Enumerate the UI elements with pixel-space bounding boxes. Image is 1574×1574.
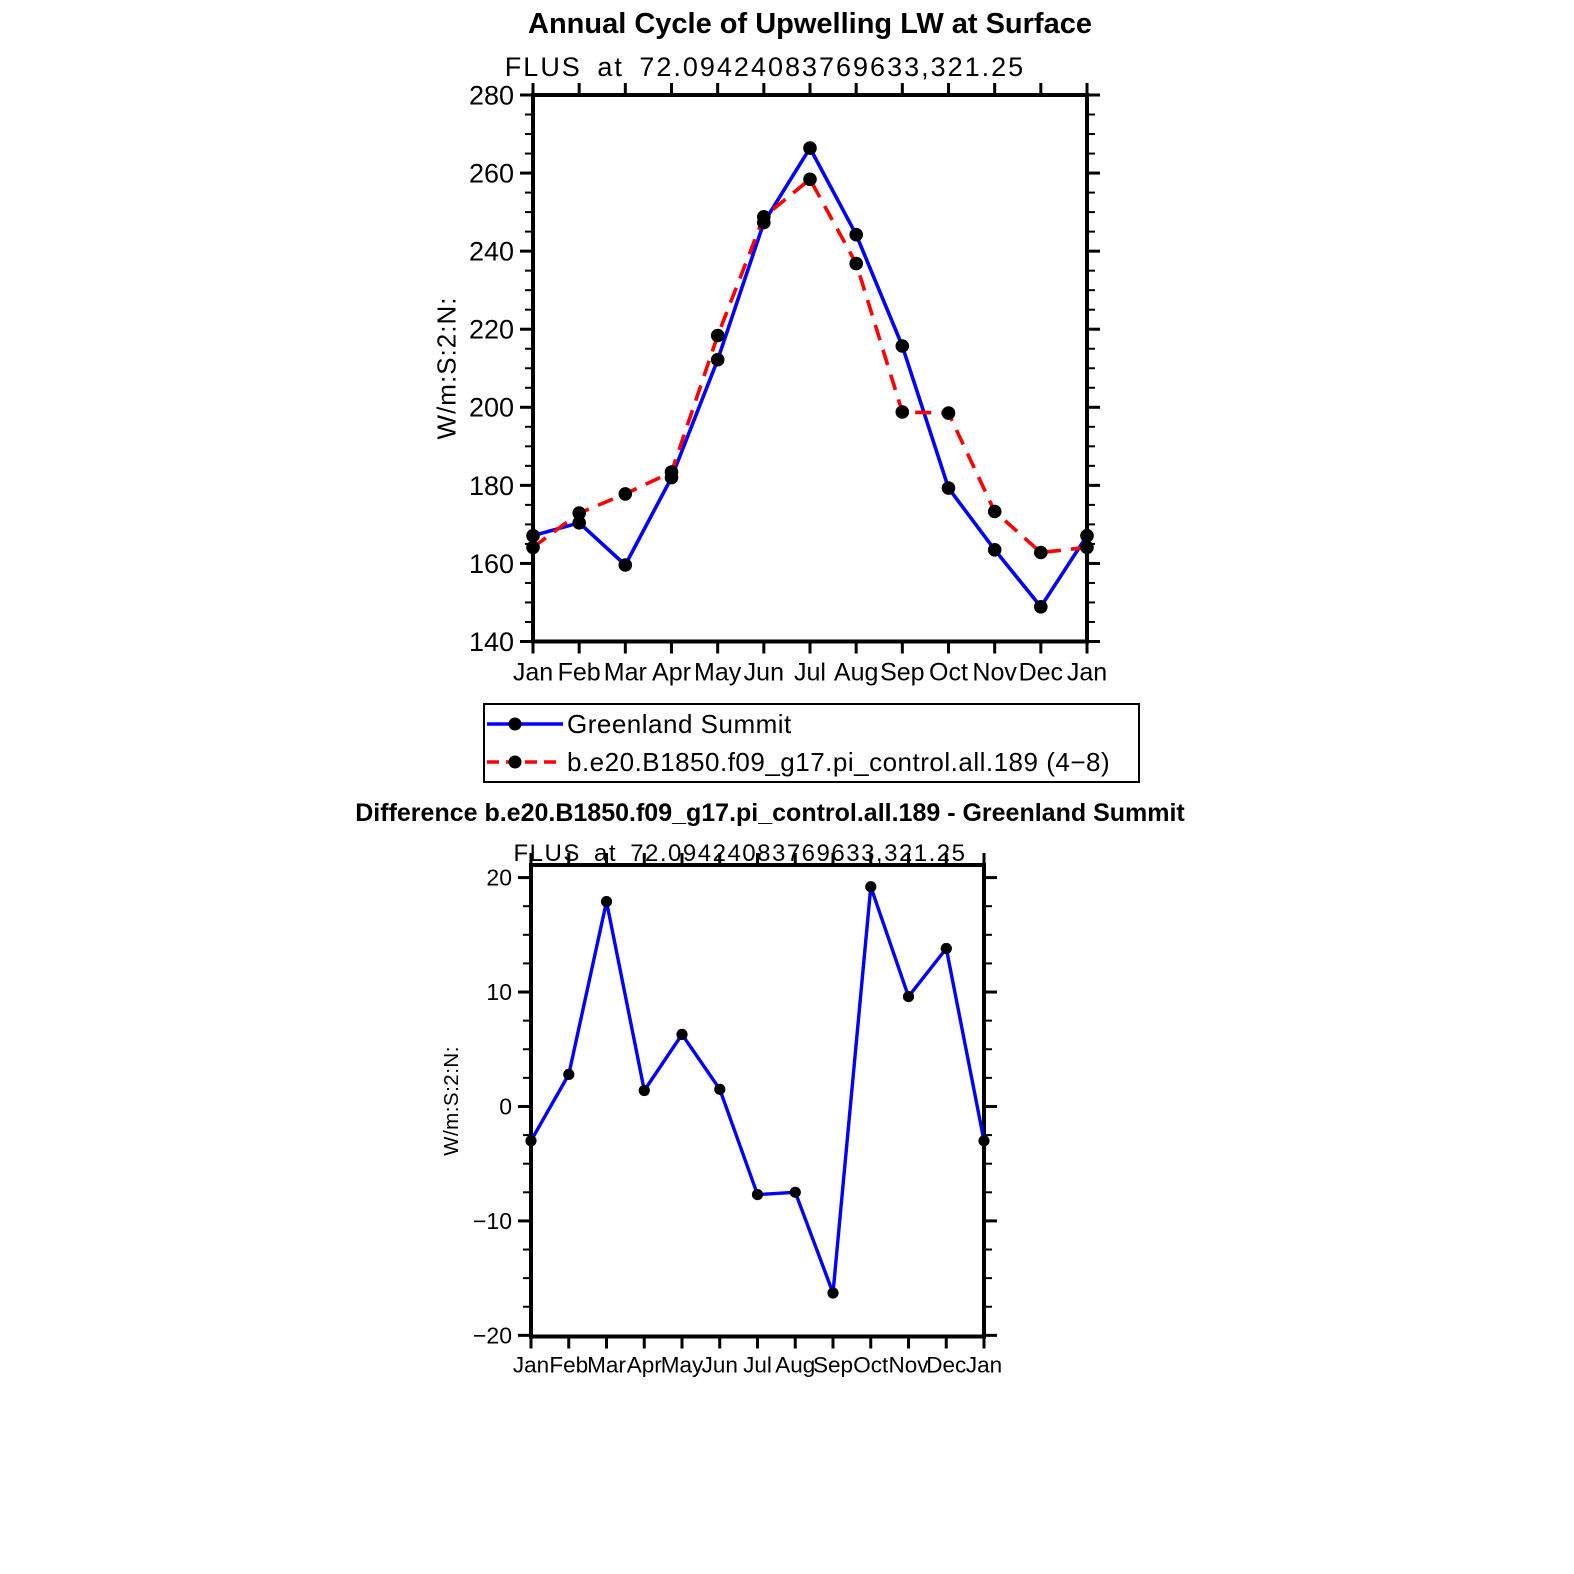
data-point (619, 487, 633, 501)
bottom-chart-subtitle: FLUS at 72.09424083769633,321.25 (513, 840, 967, 867)
data-point (978, 1135, 989, 1146)
legend-line-sample-solid (485, 709, 565, 739)
x-tick-label: May (694, 658, 742, 687)
y-tick-labels (473, 865, 512, 1349)
data-point (601, 896, 612, 907)
data-point (752, 1189, 763, 1200)
legend-marker-dot (509, 718, 522, 731)
x-tick-label: Apr (626, 1352, 662, 1378)
data-point (803, 141, 817, 155)
x-tick-label: Jan (512, 1352, 550, 1378)
x-tick-label: Mar (587, 1352, 626, 1378)
legend-label-model-case: b.e20.B1850.f09_g17.pi_control.all.189 (4−8) (567, 746, 1111, 777)
x-tick-labels (513, 659, 1107, 687)
data-point (849, 228, 863, 242)
x-tick-label: Nov (888, 1352, 929, 1378)
series-line-1 (533, 179, 1087, 552)
data-point (711, 353, 725, 367)
y-tick-label: 0 (499, 1093, 512, 1120)
data-point (563, 1069, 574, 1080)
x-tick-label: Dec (1018, 658, 1064, 687)
x-tick-label: Sep (880, 658, 925, 687)
legend-label-observation: Greenland Summit (567, 708, 792, 739)
data-point (526, 541, 540, 555)
x-tick-label: Mar (603, 658, 647, 687)
y-tick-label: 260 (468, 158, 514, 189)
x-tick-label: Jan (965, 1352, 1003, 1378)
x-tick-label: Dec (926, 1352, 967, 1378)
legend-box (483, 703, 1140, 783)
legend-line-sample-dashed (485, 747, 565, 777)
bottom-chart-y-axis-label: W/m:S:2:N: (440, 1046, 463, 1156)
legend-marker-dot (509, 756, 522, 769)
y-tick-label: 10 (486, 979, 512, 1006)
legend-entry-model-case (485, 743, 1138, 781)
data-point (827, 1287, 838, 1298)
y-tick-label: 160 (468, 548, 514, 579)
data-point (896, 339, 910, 353)
axis-major-ticks (518, 853, 997, 1349)
data-point (619, 558, 633, 572)
data-point (988, 543, 1002, 557)
data-point (941, 943, 952, 954)
y-tick-label: 180 (468, 470, 514, 501)
data-point (757, 210, 771, 224)
data-point (988, 505, 1002, 519)
axis-major-ticks (520, 83, 1100, 654)
series-line-0 (531, 887, 984, 1293)
bottom-chart-title: Difference b.e20.B1850.f09_g17.pi_control.all.189 - Greenland Summit (355, 799, 1185, 827)
series-line-0 (533, 148, 1087, 607)
data-point (849, 257, 863, 271)
legend-entry-greenland-summit (485, 705, 1138, 743)
y-tick-label: 140 (468, 626, 514, 657)
top-chart-subtitle: FLUS at 72.09424083769633,321.25 (504, 52, 1026, 82)
data-point (896, 405, 910, 419)
top-chart-title: Annual Cycle of Upwelling LW at Surface (528, 8, 1092, 40)
x-tick-label: Feb (557, 658, 601, 687)
x-tick-label: Aug (833, 658, 879, 687)
data-point (714, 1084, 725, 1095)
data-point (803, 173, 817, 187)
x-tick-label: Nov (972, 658, 1017, 687)
x-tick-label: Oct (929, 658, 968, 687)
x-tick-labels (513, 1353, 1002, 1378)
top-chart-plot-area (469, 80, 1107, 686)
y-tick-label: 280 (468, 80, 514, 111)
bottom-chart-plot-area (473, 853, 1002, 1378)
data-point (903, 991, 914, 1002)
x-tick-label: May (660, 1352, 704, 1378)
x-tick-label: Jun (701, 1352, 738, 1378)
y-tick-label: 20 (486, 864, 512, 891)
x-tick-label: Jan (1066, 658, 1108, 687)
x-tick-label: Jul (794, 658, 826, 687)
data-point (572, 506, 586, 520)
x-tick-label: Sep (812, 1352, 854, 1378)
x-tick-label: Jul (743, 1352, 772, 1378)
y-tick-label: 200 (468, 392, 514, 423)
data-point (1080, 541, 1094, 555)
axis-minor-ticks (525, 115, 1095, 622)
y-tick-label: −20 (472, 1322, 512, 1349)
data-point (525, 1135, 536, 1146)
x-tick-label: Jan (512, 658, 554, 687)
data-point (711, 329, 725, 343)
x-tick-label: Feb (549, 1352, 589, 1378)
top-chart-y-axis-label: W/m:S:2:N: (431, 296, 462, 440)
data-point (665, 465, 679, 479)
x-tick-label: Oct (853, 1352, 889, 1378)
y-tick-label: 240 (468, 236, 514, 267)
y-tick-label: −10 (472, 1207, 512, 1234)
data-point (1034, 546, 1048, 560)
data-point (790, 1187, 801, 1198)
data-point (1034, 600, 1048, 614)
y-tick-label: 220 (468, 314, 514, 345)
x-tick-label: Apr (652, 658, 691, 687)
data-point (676, 1029, 687, 1040)
data-point (639, 1085, 650, 1096)
data-point (942, 406, 956, 420)
data-point (942, 481, 956, 495)
y-tick-labels (469, 80, 514, 657)
data-point (526, 529, 540, 543)
data-point (865, 881, 876, 892)
x-tick-label: Aug (775, 1352, 816, 1378)
data-point (1080, 529, 1094, 543)
x-tick-label: Jun (743, 658, 784, 687)
